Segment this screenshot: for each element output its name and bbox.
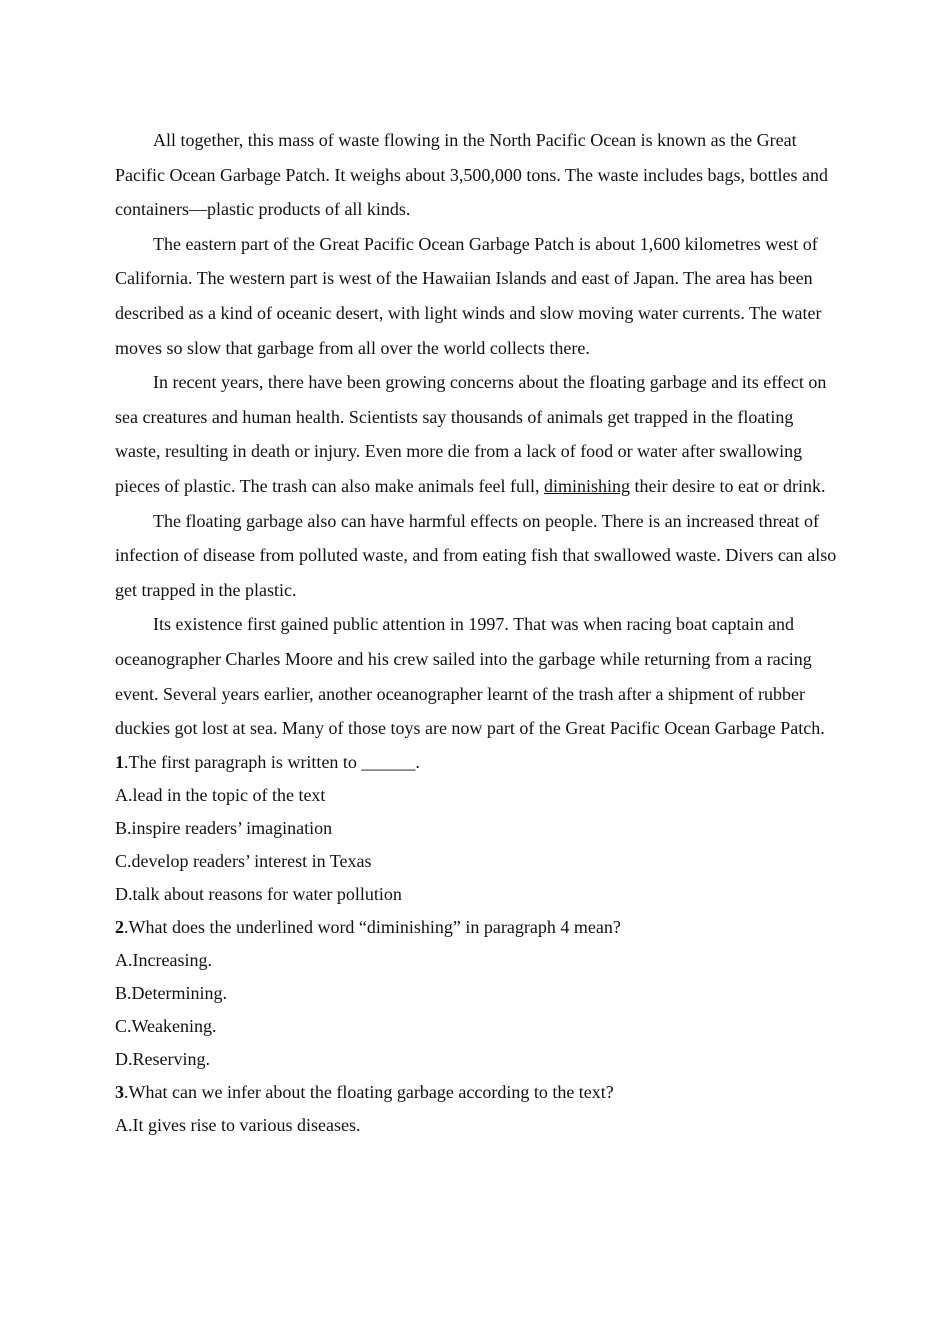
- answer-option: A.It gives rise to various diseases.: [115, 1114, 361, 1135]
- passage-paragraph-1: All together, this mass of waste flowing in the North Pacific Ocean is known as the Great Pacific Ocean Garbage Patch. It weighs about 3,500,000 tons. The waste includes bags, bottles and containers—plastic products of all kinds.: [115, 130, 828, 220]
- question-stem: [115, 911, 837, 944]
- question-number: 1: [115, 751, 124, 772]
- question-text: .The first paragraph is written to ______.: [124, 751, 420, 772]
- question-number: 3: [115, 1081, 124, 1102]
- document-page: [115, 123, 837, 1142]
- passage-paragraph-4: The floating garbage also can have harmful effects on people. There is an increased threat of infection of disease from polluted waste, and from eating fish that swallowed waste. Divers can also get trapped in the plastic.: [115, 510, 837, 600]
- answer-option: A.lead in the topic of the text: [115, 784, 326, 805]
- underlined-word: diminishing: [544, 475, 631, 496]
- question-number: 2: [115, 916, 124, 937]
- question-stem: [115, 746, 837, 779]
- paragraph-3-text-after: their desire to eat or drink.: [630, 475, 826, 496]
- answer-option: C.Weakening.: [115, 1015, 217, 1036]
- answer-option: B.inspire readers’ imagination: [115, 817, 333, 838]
- question-text: .What does the underlined word “diminishing” in paragraph 4 mean?: [124, 916, 621, 937]
- passage-paragraph-3: [115, 365, 837, 503]
- answer-option: C.develop readers’ interest in Texas: [115, 850, 372, 871]
- question-1: [115, 746, 837, 911]
- question-2: [115, 911, 837, 1076]
- passage-paragraph-5: Its existence first gained public attention in 1997. That was when racing boat captain and oceanographer Charles Moore and his crew sailed into the garbage while returning from a racing event. Several years earlier, another oceanographer learnt of the trash after a shipment of rubber duckies got lost at sea. Many of those toys are now part of the Great Pacific Ocean Garbage Patch.: [115, 614, 825, 739]
- paragraph-3-text-before: In recent years, there have been growing concerns about the floating garbage and its effect on sea creatures and human health. Scientists say thousands of animals get trapped in the floating waste, resulting in death or injury. Even more die from a lack of food or water after swallowing pieces of plastic. The trash can also make animals feel full,: [115, 372, 827, 496]
- question-stem: [115, 1076, 837, 1109]
- question-3: [115, 1076, 837, 1142]
- question-text: .What can we infer about the floating garbage according to the text?: [124, 1081, 614, 1102]
- answer-option: D.talk about reasons for water pollution: [115, 883, 402, 904]
- passage-paragraph-2: The eastern part of the Great Pacific Ocean Garbage Patch is about 1,600 kilometres west of California. The western part is west of the Hawaiian Islands and east of Japan. The area has been described as a kind of oceanic desert, with light winds and slow moving water currents. The water moves so slow that garbage from all over the world collects there.: [115, 233, 822, 358]
- answer-option: A.Increasing.: [115, 949, 212, 970]
- answer-option: B.Determining.: [115, 982, 227, 1003]
- answer-option: D.Reserving.: [115, 1048, 210, 1069]
